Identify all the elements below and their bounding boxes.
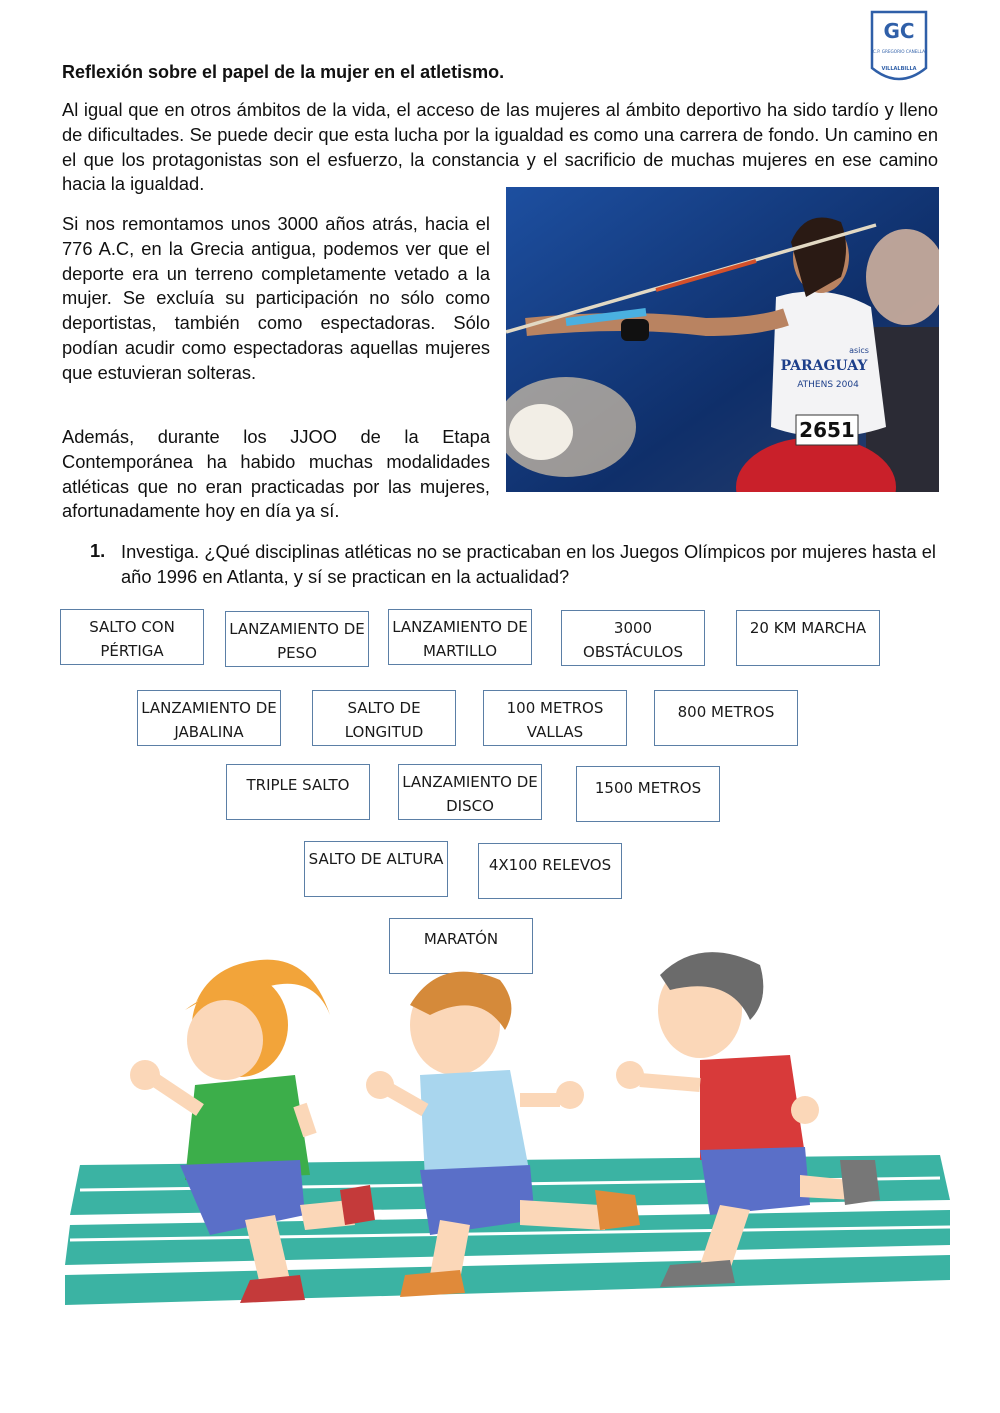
- option-box-lanzamiento-de-peso[interactable]: LANZAMIENTO DE PESO: [225, 611, 369, 667]
- history-paragraph: Si nos remontamos unos 3000 años atrás, hacia el 776 A.C, en la Grecia antigua, podemos ver que el deporte era un terreno completamente vetado a la mujer. Se excluía su participación no sólo como deportistas, también como espectadoras. Sólo podían acudir como espectadoras aquellas mujeres que estuvieran solteras.: [62, 213, 490, 383]
- page-title: Reflexión sobre el papel de la mujer en el atletismo.: [62, 62, 505, 82]
- intro-paragraph: Al igual que en otros ámbitos de la vida, el acceso de las mujeres al ámbito deportivo ha sido tardío y lleno de dificultades. Se puede decir que esta lucha por la igualdad es como una carrera de fondo. Un camino en el que los protagonistas son el esfuerzo, la constancia y el sacrificio de muchas mujeres en ese camino hacia la igualdad.: [62, 99, 938, 195]
- option-box-20-km-marcha[interactable]: 20 KM MARCHA: [736, 610, 880, 666]
- option-box-1500-metros[interactable]: 1500 METROS: [576, 766, 720, 822]
- logo-letters: GC: [883, 19, 915, 43]
- modern-paragraph: Además, durante los JJOO de la Etapa Contemporánea ha habido muchas modalidades atléticas que no eran practicadas por las mujeres, afortunadamente hoy en día ya sí.: [62, 426, 490, 522]
- logo-school-name: C.P. GREGORIO CANELLA: [872, 49, 926, 54]
- option-box-100-metros-vallas[interactable]: 100 METROS VALLAS: [483, 690, 627, 746]
- option-box-triple-salto[interactable]: TRIPLE SALTO: [226, 764, 370, 820]
- shirt-brand: asics: [849, 346, 869, 355]
- option-box-salto-de-longitud[interactable]: SALTO DE LONGITUD: [312, 690, 456, 746]
- option-box-lanzamiento-de-martillo[interactable]: LANZAMIENTO DE MARTILLO: [388, 609, 532, 665]
- question-text: Investiga. ¿Qué disciplinas atléticas no se practicaban en los Juegos Olímpicos por mujeres hasta el año 1996 en Atlanta, y sí se practican en la actualidad?: [121, 541, 936, 587]
- school-logo: [868, 10, 930, 90]
- option-box-salto-con-pertiga[interactable]: SALTO CON PÉRTIGA: [60, 609, 204, 665]
- javelin-athlete-photo: [506, 187, 939, 492]
- option-box-lanzamiento-de-disco[interactable]: LANZAMIENTO DE DISCO: [398, 764, 542, 820]
- logo-town: VILLALBILLA: [881, 66, 917, 72]
- children-running-illustration: [60, 935, 950, 1335]
- option-box-4x100-relevos[interactable]: 4X100 RELEVOS: [478, 843, 622, 899]
- bib-number: 2651: [799, 418, 855, 442]
- question-number: 1.: [90, 540, 106, 561]
- option-box-3000-obstaculos[interactable]: 3000 OBSTÁCULOS: [561, 610, 705, 666]
- option-box-800-metros[interactable]: 800 METROS: [654, 690, 798, 746]
- option-box-maraton[interactable]: MARATÓN: [389, 918, 533, 974]
- option-box-salto-de-altura[interactable]: SALTO DE ALTURA: [304, 841, 448, 897]
- shirt-games: ATHENS 2004: [797, 380, 859, 390]
- option-box-lanzamiento-de-jabalina[interactable]: LANZAMIENTO DE JABALINA: [137, 690, 281, 746]
- shirt-country: PARAGUAY: [780, 358, 868, 374]
